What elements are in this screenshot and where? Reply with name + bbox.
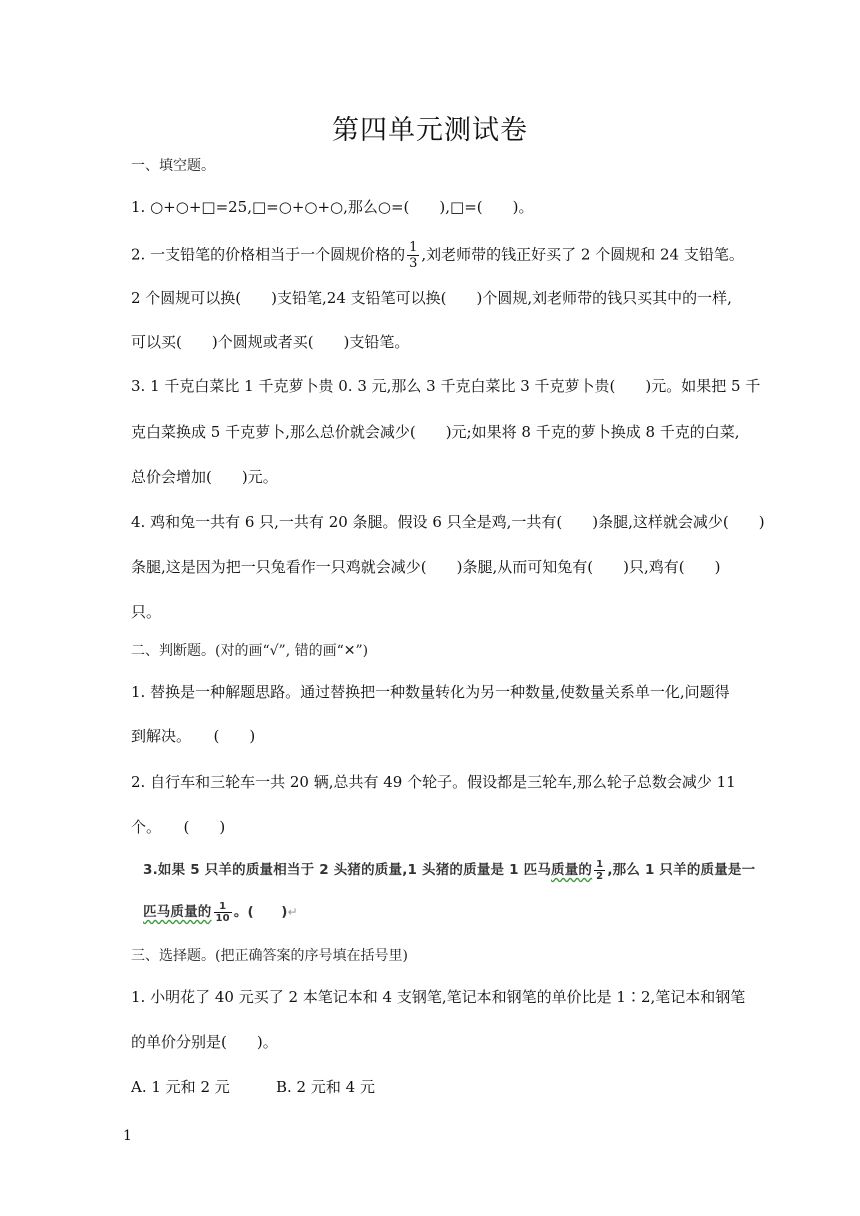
question-1-2-line-2: 2 个圆规可以换( )支铅笔,24 支铅笔可以换( )个圆规,刘老师带的钱只买其中的一样, bbox=[131, 289, 732, 307]
fraction-numerator: 1 bbox=[214, 901, 232, 913]
question-1-2-line-1 bbox=[131, 240, 744, 271]
fraction-denominator: 3 bbox=[409, 256, 418, 271]
section-heading-true-false: 二、判断题。(对的画“√”, 错的画“✕”) bbox=[131, 643, 369, 659]
question-1-2-line-3: 可以买( )个圆规或者买( )支铅笔。 bbox=[131, 333, 410, 351]
question-2-3-image-line-1 bbox=[143, 858, 755, 882]
question-1-3-line-1: 3. 1 千克白菜比 1 千克萝卜贵 0. 3 元,那么 3 千克白菜比 3 千克萝卜贵( )元。如果把 5 千 bbox=[131, 377, 761, 395]
fraction bbox=[407, 240, 419, 271]
question-1-4-line-3: 只。 bbox=[131, 603, 162, 621]
return-mark-icon: ↵ bbox=[287, 905, 298, 919]
question-3-1-line-2: 的单价分别是( )。 bbox=[131, 1033, 278, 1051]
question-text: 。( ) bbox=[233, 904, 288, 920]
option-b: B. 2 元和 4 元 bbox=[276, 1078, 375, 1096]
question-2-3-image-line-2 bbox=[143, 900, 298, 924]
question-text: 2. 一支铅笔的价格相当于一个圆规价格的 bbox=[131, 245, 406, 264]
question-1-3-line-3: 总价会增加( )元。 bbox=[131, 468, 278, 486]
fraction-numerator: 1 bbox=[596, 858, 604, 870]
question-2-2-line-1: 2. 自行车和三轮车一共 20 辆,总共有 49 个轮子。假设都是三轮车,那么轮子总数会减少 11 bbox=[131, 773, 736, 791]
fraction bbox=[594, 859, 605, 882]
question-2-2-line-2: 个。 ( ) bbox=[131, 818, 226, 836]
page-title: 第四单元测试卷 bbox=[332, 115, 528, 146]
question-1-3-line-2: 克白菜换成 5 千克萝卜,那么总价就会减少( )元;如果将 8 千克的萝卜换成 8 千克的白菜, bbox=[131, 423, 740, 441]
section-heading-fill-in: 一、填空题。 bbox=[131, 158, 215, 174]
fraction bbox=[214, 901, 232, 924]
fraction-numerator: 1 bbox=[409, 240, 418, 255]
question-text: 质量的 bbox=[551, 862, 593, 878]
question-2-1-line-1: 1. 替换是一种解题思路。通过替换把一种数量转化为另一种数量,使数量关系单一化,问题得 bbox=[131, 683, 730, 701]
question-1-4-line-2: 条腿,这是因为把一只兔看作一只鸡就会减少( )条腿,从而可知兔有( )只,鸡有( ) bbox=[131, 558, 721, 576]
question-text: ,那么 1 只羊的质量是一 bbox=[607, 862, 756, 878]
section-heading-multiple-choice: 三、选择题。(把正确答案的序号填在括号里) bbox=[131, 948, 408, 964]
question-text: 匹马质量的 bbox=[143, 904, 212, 920]
question-2-1-line-2: 到解决。 ( ) bbox=[131, 727, 256, 745]
option-a: A. 1 元和 2 元 bbox=[131, 1078, 230, 1096]
fraction-denominator: 10 bbox=[215, 912, 230, 924]
question-1-4-line-1: 4. 鸡和兔一共有 6 只,一共有 20 条腿。假设 6 只全是鸡,一共有( )条腿,这样就会减少( ) bbox=[131, 513, 765, 531]
fraction-denominator: 2 bbox=[596, 870, 604, 882]
question-text: ,刘老师带的钱正好买了 2 个圆规和 24 支铅笔。 bbox=[421, 245, 744, 264]
page-number: 1 bbox=[123, 1128, 132, 1144]
question-text: 3.如果 5 只羊的质量相当于 2 头猪的质量,1 头猪的质量是 1 匹马 bbox=[143, 862, 552, 878]
question-3-1-line-1: 1. 小明花了 40 元买了 2 本笔记本和 4 支钢笔,笔记本和钢笔的单价比是 1∶2,笔记本和钢笔 bbox=[131, 988, 746, 1006]
question-1-1: 1. ○+○+□=25,□=○+○+○,那么○=( ),□=( )。 bbox=[131, 198, 534, 216]
